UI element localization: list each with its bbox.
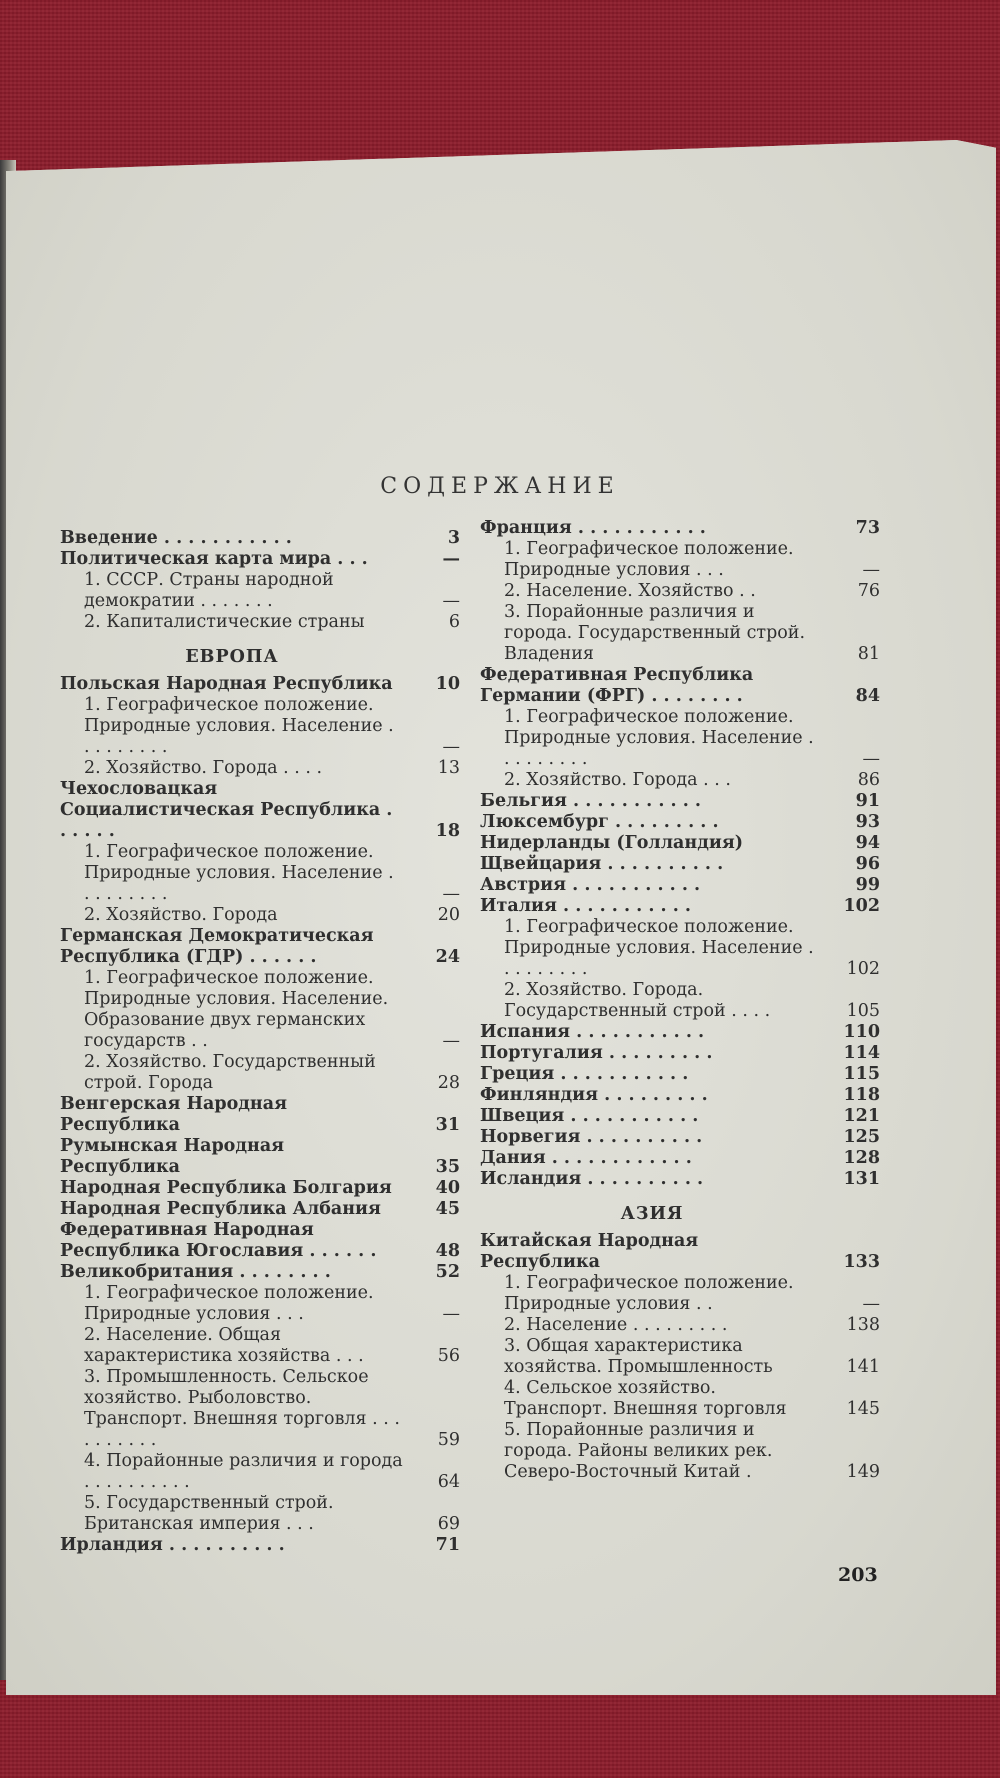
toc-entry-page: 102 <box>843 896 880 916</box>
toc-entry-page: 6 <box>448 612 460 632</box>
toc-entry-title: 2. Капиталистические страны <box>84 612 365 632</box>
toc-entry <box>480 1106 880 1127</box>
toc-entry-page: 118 <box>843 1085 880 1105</box>
toc-entry <box>480 1231 880 1273</box>
toc-entry-page: 145 <box>846 1399 880 1419</box>
toc-entry <box>480 1085 880 1106</box>
toc-entry <box>480 875 880 896</box>
toc-entry-title: Испания . . . . . . . . . . . <box>480 1022 705 1042</box>
toc-entry-title: Великобритания . . . . . . . . <box>60 1262 331 1282</box>
toc-subentry <box>504 602 880 665</box>
toc-entry-title: 2. Население. Общая характеристика хозяйства . . . <box>84 1325 364 1366</box>
toc-entry-page: 69 <box>437 1514 460 1534</box>
toc-entry-title: 2. Население. Хозяйство . . <box>504 581 756 601</box>
toc-entry-title: 1. Географическое положение. Природные условия. Население . . . . . . . . . <box>84 695 394 757</box>
toc-entry-title: 1. Географическое положение. Природные условия . . . <box>84 1283 374 1324</box>
toc-entry-page: 91 <box>855 791 880 811</box>
toc-subentry <box>84 842 460 905</box>
toc-subentry <box>84 1283 460 1325</box>
toc-entry-title: 2. Хозяйство. Государственный строй. Города <box>84 1052 376 1093</box>
toc-entry-title: 1. Географическое положение. Природные условия . . <box>504 1273 794 1314</box>
toc-entry-page: 149 <box>846 1462 880 1482</box>
toc-subentry <box>84 1325 460 1367</box>
toc-entry-page: 18 <box>435 821 460 841</box>
toc-section-heading <box>60 647 460 668</box>
toc-entry-title: 1. Географическое положение. Природные условия. Население . . . . . . . . . <box>504 707 814 769</box>
toc-subentry <box>84 905 460 926</box>
toc-entry-page: 102 <box>846 959 880 979</box>
toc-entry-title: Франция . . . . . . . . . . . <box>480 518 706 538</box>
toc-section-heading <box>480 1204 880 1225</box>
toc-entry <box>60 1220 460 1262</box>
toc-entry-title: 3. Общая характеристика хозяйства. Промышленность <box>504 1336 773 1377</box>
page-number: 203 <box>838 1564 878 1586</box>
toc-entry-page: 96 <box>855 854 880 874</box>
toc-entry-page: 10 <box>435 674 460 694</box>
toc-subentry <box>504 1315 880 1336</box>
toc-entry-page: 28 <box>437 1073 460 1093</box>
toc-entry-page: 121 <box>843 1106 880 1126</box>
toc-entry-title: Венгерская Народная Республика <box>60 1094 288 1135</box>
toc-entry-page: — <box>862 560 880 580</box>
toc-entry-title: Румынская Народная Республика <box>60 1136 285 1177</box>
toc-entry <box>60 549 460 570</box>
toc-entry <box>480 854 880 875</box>
toc-entry <box>480 812 880 833</box>
toc-entry-page: — <box>862 749 880 769</box>
toc-entry-page: — <box>862 1294 880 1314</box>
toc-entry-page: — <box>442 1304 460 1324</box>
toc-entry <box>480 1148 880 1169</box>
toc-entry-page: 81 <box>857 644 880 664</box>
toc-entry-page: 3 <box>447 528 460 548</box>
toc-entry-title: Чехословацкая Социалистическая Республика . . . . . . <box>60 779 393 841</box>
toc-entry-page: 48 <box>435 1241 460 1261</box>
toc-entry <box>480 791 880 812</box>
toc-entry-page: 24 <box>435 947 460 967</box>
toc-subentry <box>504 1336 880 1378</box>
toc-entry <box>480 1127 880 1148</box>
toc-entry-title: Норвегия . . . . . . . . . . <box>480 1127 703 1147</box>
toc-entry-title: 4. Сельское хозяйство. Транспорт. Внешняя торговля <box>504 1378 787 1419</box>
toc-entry-page: 94 <box>855 833 880 853</box>
toc-entry-title: 1. Географическое положение. Природные условия. Население. Образование двух германских государств . . <box>84 968 389 1051</box>
toc-subentry <box>84 570 460 612</box>
toc-entry-title: Польская Народная Республика <box>60 674 393 694</box>
toc-subentry <box>504 980 880 1022</box>
toc-entry-page: 31 <box>435 1115 460 1135</box>
toc-entry <box>60 926 460 968</box>
toc-entry-page: 13 <box>437 758 460 778</box>
toc-entry-title: Федеративная Народная Республика Югославия . . . . . . <box>60 1220 377 1261</box>
toc-entry-title: Народная Республика Албания <box>60 1199 381 1219</box>
toc-entry-page: 45 <box>435 1199 460 1219</box>
toc-entry-title: Введение . . . . . . . . . . . <box>60 528 292 548</box>
toc-entry-page: 131 <box>843 1169 880 1189</box>
toc-entry-page: 115 <box>843 1064 880 1084</box>
toc-entry-title: Щвейцария . . . . . . . . . . <box>480 854 724 874</box>
toc-subentry <box>504 539 880 581</box>
toc-entry <box>480 1169 880 1190</box>
toc-entry-page: 128 <box>843 1148 880 1168</box>
toc-entry <box>480 1064 880 1085</box>
toc-entry-title: Австрия . . . . . . . . . . . <box>480 875 701 895</box>
toc-entry <box>480 896 880 917</box>
page-title: СОДЕРЖАНИЕ <box>380 474 620 499</box>
toc-entry-title: Народная Республика Болгария <box>60 1178 392 1198</box>
toc-entry-page: 64 <box>437 1472 460 1492</box>
toc-entry-page: 56 <box>437 1346 460 1366</box>
toc-entry-title: ЕВРОПА <box>185 647 279 667</box>
toc-subentry <box>84 1493 460 1535</box>
toc-subentry <box>84 1367 460 1451</box>
toc-entry-title: 1. Географическое положение. Природные условия . . . <box>504 539 794 580</box>
toc-left-column <box>60 528 460 1556</box>
toc-entry-title: 3. Промышленность. Сельское хозяйство. Рыболовство. Транспорт. Внешняя торговля . . . . . . . . . . <box>84 1367 400 1450</box>
toc-subentry <box>84 968 460 1052</box>
toc-entry <box>60 1535 460 1556</box>
toc-entry-page: 138 <box>846 1315 880 1335</box>
toc-entry-title: Швеция . . . . . . . . . . . <box>480 1106 699 1126</box>
toc-entry-title: АЗИЯ <box>620 1204 684 1224</box>
toc-entry-title: 2. Хозяйство. Города . . . <box>504 770 731 790</box>
toc-entry-page: 86 <box>857 770 880 790</box>
toc-subentry <box>504 707 880 770</box>
toc-entry-page: 20 <box>437 905 460 925</box>
toc-entry-page: 40 <box>435 1178 460 1198</box>
toc-entry <box>60 1262 460 1283</box>
toc-entry-page: 73 <box>855 518 880 538</box>
toc-entry-title: Греция . . . . . . . . . . . <box>480 1064 689 1084</box>
toc-entry-page: 59 <box>437 1430 460 1450</box>
toc-entry-title: Дания . . . . . . . . . . . . <box>480 1148 692 1168</box>
toc-entry-title: Федеративная Республика Германии (ФРГ) . . . . . . . . <box>480 665 754 706</box>
toc-subentry <box>84 612 460 633</box>
toc-entry-page: 110 <box>843 1022 880 1042</box>
toc-entry-title: 5. Государственный строй. Британская империя . . . <box>84 1493 334 1534</box>
toc-entry-title: 2. Хозяйство. Города <box>84 905 278 925</box>
toc-subentry <box>504 581 880 602</box>
toc-entry <box>60 1094 460 1136</box>
toc-entry-page: 35 <box>435 1157 460 1177</box>
toc-entry-title: Германская Демократическая Республика (ГДР) . . . . . . <box>60 926 374 967</box>
toc-subentry <box>504 770 880 791</box>
toc-entry-title: 5. Порайонные различия и города. Районы великих рек. Северо-Восточный Китай . <box>504 1420 773 1482</box>
toc-entry-page: 141 <box>846 1357 880 1377</box>
toc-entry-title: Финляндия . . . . . . . . . <box>480 1085 708 1105</box>
toc-entry <box>60 1199 460 1220</box>
toc-entry-title: 1. Географическое положение. Природные условия. Население . . . . . . . . . <box>84 842 394 904</box>
toc-entry-page: 93 <box>855 812 880 832</box>
toc-entry-page: — <box>442 549 460 569</box>
toc-entry-title: Исландия . . . . . . . . . . <box>480 1169 704 1189</box>
toc-entry <box>480 833 880 854</box>
toc-entry <box>480 1022 880 1043</box>
toc-subentry <box>504 1420 880 1483</box>
toc-entry-title: 3. Порайонные различия и города. Государственный строй. Владения <box>504 602 806 664</box>
toc-right-column <box>480 518 880 1483</box>
toc-subentry <box>84 695 460 758</box>
toc-entry-title: Италия . . . . . . . . . . . <box>480 896 691 916</box>
toc-entry <box>60 528 460 549</box>
toc-entry-page: — <box>442 884 460 904</box>
toc-entry-page: 105 <box>846 1001 880 1021</box>
toc-entry-title: 1. СССР. Страны народной демократии . . . . . . . <box>84 570 334 611</box>
toc-subentry <box>504 1273 880 1315</box>
toc-subentry <box>504 1378 880 1420</box>
toc-entry-title: 2. Хозяйство. Города. Государственный строй . . . . <box>504 980 771 1021</box>
toc-entry-page: 99 <box>855 875 880 895</box>
toc-entry-page: 114 <box>843 1043 880 1063</box>
toc-entry <box>480 1043 880 1064</box>
toc-entry-title: Португалия . . . . . . . . . <box>480 1043 713 1063</box>
toc-entry-page: 71 <box>435 1535 460 1555</box>
toc-entry-page: — <box>442 1031 460 1051</box>
toc-entry-page: 76 <box>857 581 880 601</box>
toc-entry-title: 2. Хозяйство. Города . . . . <box>84 758 323 778</box>
toc-entry-title: Бельгия . . . . . . . . . . . <box>480 791 701 811</box>
toc-entry-page: 125 <box>843 1127 880 1147</box>
toc-entry-title: 1. Географическое положение. Природные условия. Население . . . . . . . . . <box>504 917 814 979</box>
toc-entry-title: Ирландия . . . . . . . . . . <box>60 1535 285 1555</box>
toc-entry <box>60 779 460 842</box>
toc-entry <box>480 665 880 707</box>
toc-entry-page: — <box>442 737 460 757</box>
toc-subentry <box>84 758 460 779</box>
toc-entry-page: 52 <box>435 1262 460 1282</box>
toc-subentry <box>84 1451 460 1493</box>
toc-entry <box>60 1178 460 1199</box>
toc-entry-title: 4. Порайонные различия и города . . . . . . . . . . <box>84 1451 403 1492</box>
toc-entry-page: 84 <box>855 686 880 706</box>
toc-entry <box>60 674 460 695</box>
toc-entry-title: Китайская Народная Республика <box>480 1231 699 1272</box>
toc-subentry <box>504 917 880 980</box>
toc-entry-title: Политическая карта мира . . . <box>60 549 368 569</box>
toc-entry-title: Люксембург . . . . . . . . . <box>480 812 719 832</box>
toc-subentry <box>84 1052 460 1094</box>
toc-entry-page: 133 <box>843 1252 880 1272</box>
toc-entry <box>60 1136 460 1178</box>
toc-entry-page: — <box>442 591 460 611</box>
toc-entry-title: Нидерланды (Голландия) <box>480 833 744 853</box>
toc-entry <box>480 518 880 539</box>
toc-entry-title: 2. Население . . . . . . . . . <box>504 1315 728 1335</box>
